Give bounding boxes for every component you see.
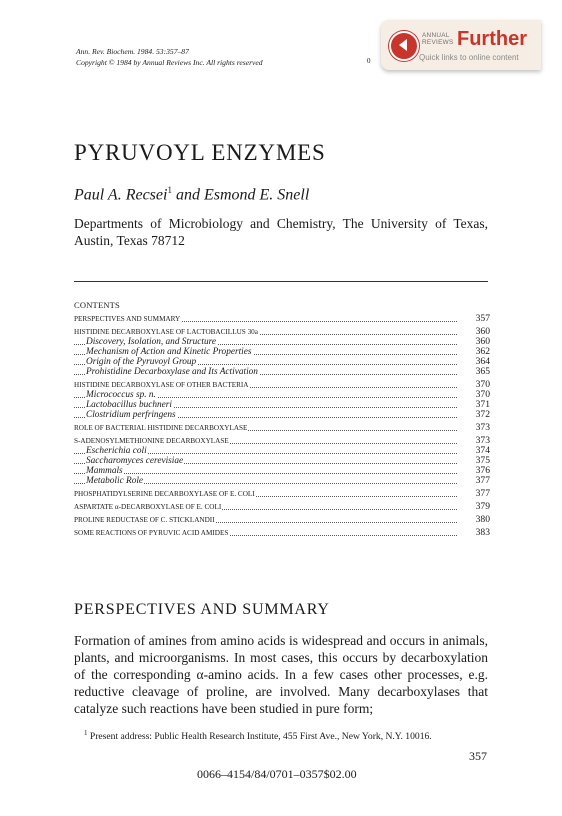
toc-entry-page: 377 [475, 488, 490, 499]
toc-entry-page: 379 [475, 501, 490, 512]
toc-entry-page: 383 [475, 527, 490, 538]
footnote-text: Present address: Public Health Research Institute, 455 First Ave., New York, N.Y. 10016. [87, 731, 432, 743]
toc-entry-page: 376 [475, 465, 490, 476]
toc-entry-title: PROLINE REDUCTASE OF C. STICKLANDII [74, 516, 215, 524]
toc-entry-page: 370 [475, 389, 490, 400]
toc-entry-title: SOME REACTIONS OF PYRUVIC ACID AMIDES [74, 529, 229, 537]
toc-entry [74, 456, 490, 466]
toc-entry [74, 390, 490, 400]
toc-entry-title: ASPARTATE α-DECARBOXYLASE OF E. COLI [74, 503, 222, 511]
page-number: 357 [469, 749, 487, 763]
toc-entry-page: 364 [475, 356, 490, 367]
toc-entry-title: Escherichia coli [86, 446, 147, 456]
toc-entry [74, 314, 490, 324]
toc-entry [74, 357, 490, 367]
toc-entry [74, 446, 490, 456]
toc-entry [74, 410, 490, 420]
banner-brand-line-1: ANNUAL [422, 32, 450, 39]
toc-entry-page: 357 [475, 313, 490, 324]
toc-entry-title: HISTIDINE DECARBOXYLASE OF LACTOBACILLUS 30a [74, 328, 258, 336]
contents-heading: CONTENTS [74, 300, 120, 310]
toc-entry-page: 362 [475, 346, 490, 357]
toc-entry [74, 327, 490, 337]
toc-entry-title: Mechanism of Action and Kinetic Properties [86, 347, 252, 357]
toc-entry [74, 528, 490, 538]
toc-leader-dots [74, 472, 457, 474]
banner-brand-line-2: REVIEWS [422, 39, 454, 46]
toc-entry-page: 371 [475, 399, 490, 410]
banner-brand [422, 32, 454, 46]
author-rest: and Esmond E. Snell [171, 186, 310, 204]
toc-entry-title: Lactobacillus buchneri [86, 400, 172, 410]
play-arrow-icon [389, 31, 419, 61]
toc-entry-title: ROLE OF BACTERIAL HISTIDINE DECARBOXYLASE [74, 424, 248, 432]
toc-entry-title: S-ADENOSYLMETHIONINE DECARBOXYLASE [74, 437, 229, 445]
toc-entry [74, 347, 490, 357]
toc-entry-title: Metabolic Role [86, 476, 144, 486]
toc-entry-page: 380 [475, 514, 490, 525]
toc-entry-title: HISTIDINE DECARBOXYLASE OF OTHER BACTERIA [74, 381, 249, 389]
toc-entry [74, 423, 490, 433]
toc-entry-page: 374 [475, 445, 490, 456]
authors [74, 185, 309, 204]
toc-entry [74, 515, 490, 525]
toc-entry [74, 400, 490, 410]
toc-entry-title: Prohistidine Decarboxylase and Its Activation [86, 367, 258, 377]
divider [74, 281, 488, 282]
toc-entry-title: Clostridium perfringens [86, 410, 176, 420]
toc-entry [74, 466, 490, 476]
section-heading: PERSPECTIVES AND SUMMARY [74, 601, 330, 618]
table-of-contents [74, 314, 490, 538]
toc-entry-title: PHOSPHATIDYLSERINE DECARBOXYLASE OF E. COLI [74, 490, 255, 498]
footnote [84, 729, 494, 742]
toc-entry-page: 360 [475, 326, 490, 337]
toc-entry-title: PERSPECTIVES AND SUMMARY [74, 315, 181, 323]
journal-citation [76, 46, 263, 68]
toc-entry-page: 373 [475, 435, 490, 446]
affiliation: Departments of Microbiology and Chemistry, The University of Texas, Austin, Texas 78712 [74, 216, 488, 248]
toc-entry-page: 377 [475, 475, 490, 486]
toc-entry [74, 476, 490, 486]
toc-entry-page: 370 [475, 379, 490, 390]
toc-entry-page: 375 [475, 455, 490, 466]
toc-entry [74, 436, 490, 446]
toc-entry [74, 380, 490, 390]
citation-line-2: Copyright © 1984 by Annual Reviews Inc. All rights reserved [76, 58, 263, 67]
toc-entry-title: Micrococcus sp. n. [86, 390, 156, 400]
toc-entry [74, 502, 490, 512]
banner-further-label: Further [457, 28, 527, 50]
further-banner[interactable] [381, 20, 541, 70]
margin-mark: 0 [367, 57, 371, 65]
toc-entry [74, 489, 490, 499]
citation-line-1: Ann. Rev. Biochem. 1984. 53:357–87 [76, 47, 189, 56]
toc-entry-page: 372 [475, 409, 490, 420]
toc-entry [74, 367, 490, 377]
toc-entry-title: Discovery, Isolation, and Structure [86, 337, 217, 347]
toc-entry [74, 337, 490, 347]
toc-entry-title: Mammals [86, 466, 123, 476]
toc-entry-page: 360 [475, 336, 490, 347]
author-1-footnote-mark: 1 [167, 185, 172, 195]
footnote-mark: 1 [84, 729, 88, 737]
toc-entry-title: Origin of the Pyruvoyl Group [86, 357, 197, 367]
banner-subtitle: Quick links to online content [419, 53, 519, 62]
toc-entry-title: Saccharomyces cerevisiae [86, 456, 184, 466]
toc-entry-page: 365 [475, 366, 490, 377]
author-1: Paul A. Recsei [74, 186, 168, 204]
article-title: PYRUVOYL ENZYMES [74, 140, 326, 165]
article-code: 0066–4154/84/0701–0357$02.00 [197, 767, 357, 781]
toc-entry-page: 373 [475, 422, 490, 433]
body-paragraph: Formation of amines from amino acids is widespread and occurs in animals, plants, and microorganisms. In most cases, this occurs by decarboxylation of the corresponding α-amino acids. In a few cases other processes, e.g. reductive cleavage of proline, are involved. Many decarboxylases that catalyze such reactions have been studied in pure form; [74, 633, 488, 716]
